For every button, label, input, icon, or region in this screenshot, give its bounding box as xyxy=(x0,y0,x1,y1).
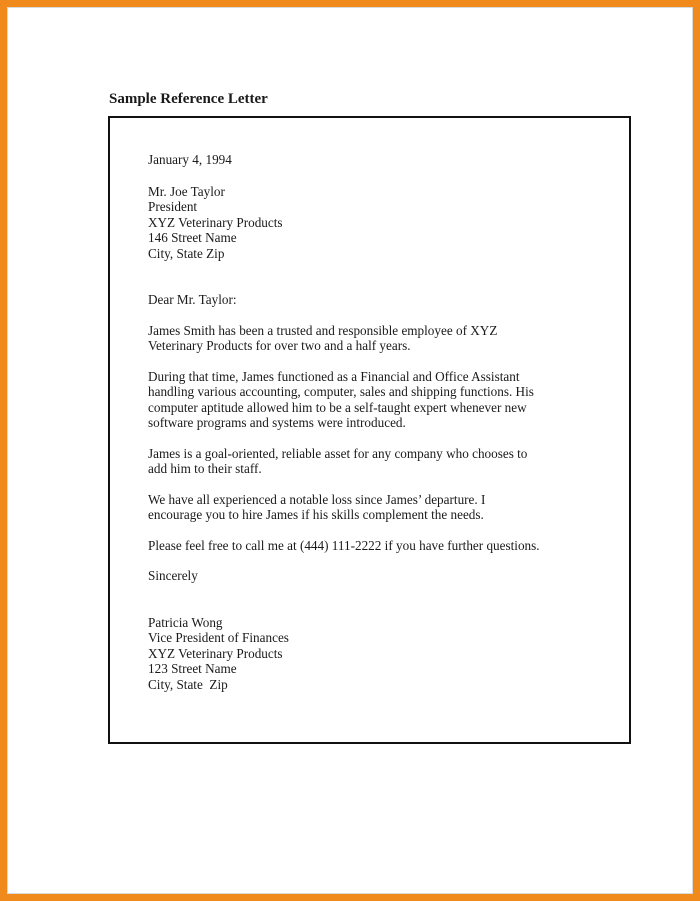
paragraph-line: During that time, James functioned as a Financial and Office Assistant xyxy=(148,368,520,384)
signer-company: XYZ Veterinary Products xyxy=(148,645,283,661)
recipient-street: 146 Street Name xyxy=(148,230,237,245)
paragraph-4 xyxy=(148,492,618,523)
paragraph-line: handling various accounting, computer, sales and shipping functions. His xyxy=(148,384,534,399)
paragraph-3 xyxy=(148,446,618,477)
paragraph-line: encourage you to hire James if his skills complement the needs. xyxy=(148,507,484,522)
paragraph-line: Veterinary Products for over two and a half years. xyxy=(148,338,411,353)
recipient-name: Mr. Joe Taylor xyxy=(148,183,225,199)
paragraph-line: software programs and systems were introduced. xyxy=(148,415,406,430)
recipient-company: XYZ Veterinary Products xyxy=(148,214,283,230)
paragraph-5 xyxy=(148,538,618,554)
paragraph-line: computer aptitude allowed him to be a self-taught expert whenever new xyxy=(148,399,527,415)
signer-street: 123 Street Name xyxy=(148,661,237,676)
recipient-city: City, State Zip xyxy=(148,245,225,261)
paragraph-line: We have all experienced a notable loss since James’ departure. I xyxy=(148,491,486,507)
paragraph-line: Please feel free to call me at (444) 111-2222 if you have further questions. xyxy=(148,537,540,553)
closing: Sincerely xyxy=(148,568,198,583)
signer-title: Vice President of Finances xyxy=(148,630,289,645)
paragraph-line: James is a goal-oriented, reliable asset for any company who chooses to xyxy=(148,445,528,461)
paragraph-2 xyxy=(148,369,618,431)
recipient-address xyxy=(148,184,618,262)
paragraph-line: add him to their staff. xyxy=(148,461,262,476)
salutation: Dear Mr. Taylor: xyxy=(148,292,237,307)
letter-date: January 4, 1994 xyxy=(148,152,232,167)
signer-name: Patricia Wong xyxy=(148,614,223,630)
letter-body xyxy=(148,152,618,692)
recipient-title: President xyxy=(148,199,198,214)
signature-block xyxy=(148,615,618,693)
signer-city: City, State Zip xyxy=(148,676,228,692)
paragraph-line: James Smith has been a trusted and responsible employee of XYZ xyxy=(148,322,498,338)
paragraph-1 xyxy=(148,323,618,354)
document-title: Sample Reference Letter xyxy=(109,91,268,107)
